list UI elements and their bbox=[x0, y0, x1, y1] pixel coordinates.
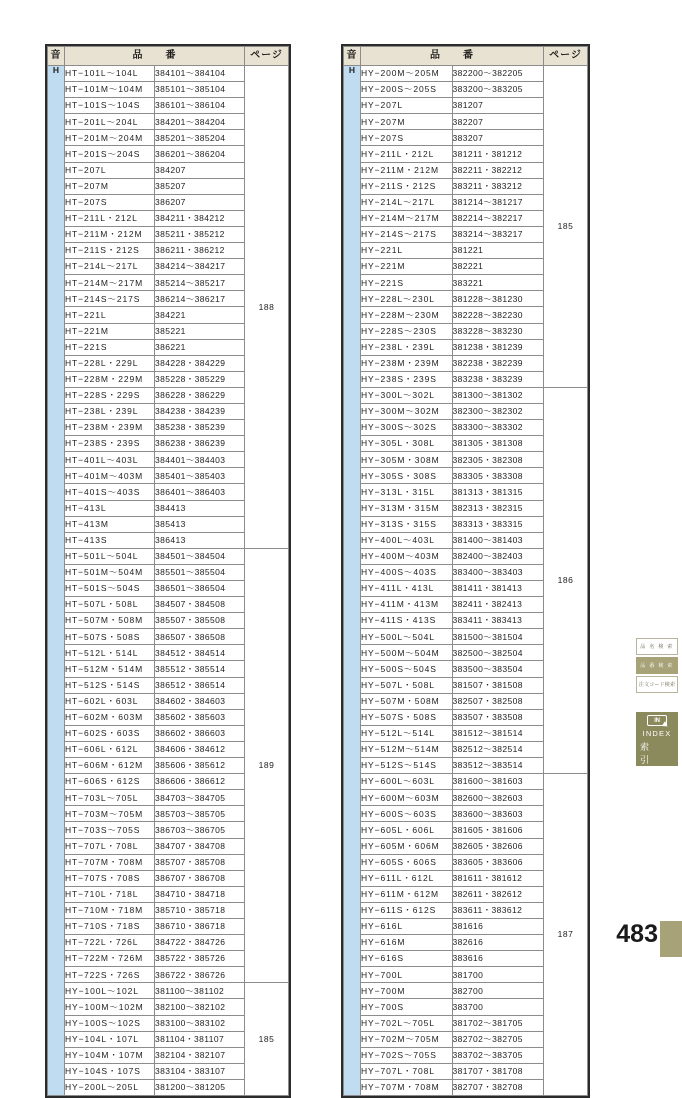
product-code-cell: 386602・386603 bbox=[155, 725, 245, 741]
product-name-cell: HY−228S〜230S bbox=[361, 323, 453, 339]
product-name-cell: HY−221L bbox=[361, 243, 453, 259]
product-code-cell: 384606・384612 bbox=[155, 741, 245, 757]
product-code-cell: 381507・381508 bbox=[452, 677, 544, 693]
product-name-cell: HY−211S・212S bbox=[361, 178, 453, 194]
column-header-page: ページ bbox=[544, 47, 588, 66]
product-name-cell: HY−313S・315S bbox=[361, 516, 453, 532]
product-code-cell: 382238・382239 bbox=[452, 355, 544, 371]
product-name-cell: HT−228L・229L bbox=[65, 355, 155, 371]
product-name-cell: HT−507L・508L bbox=[65, 597, 155, 613]
product-name-cell: HY−411M・413M bbox=[361, 597, 453, 613]
page-corner-marker bbox=[660, 921, 682, 957]
kana-group-cell: H bbox=[48, 66, 65, 1096]
product-code-cell: 385507・385508 bbox=[155, 613, 245, 629]
product-name-cell: HY−300M〜302M bbox=[361, 403, 453, 419]
product-code-cell: 386501〜386504 bbox=[155, 581, 245, 597]
product-name-cell: HT−602S・603S bbox=[65, 725, 155, 741]
product-code-cell: 381707・381708 bbox=[452, 1063, 544, 1079]
product-code-cell: 382207 bbox=[452, 114, 544, 130]
product-name-cell: HY−100S〜102S bbox=[65, 1015, 155, 1031]
index-tab-label-jp: 索 引 bbox=[640, 742, 667, 765]
product-name-cell: HY−104S・107S bbox=[65, 1063, 155, 1079]
product-name-cell: HY−104M・107M bbox=[65, 1047, 155, 1063]
product-code-cell: 386201〜386204 bbox=[155, 146, 245, 162]
product-code-cell: 381238・381239 bbox=[452, 339, 544, 355]
product-name-cell: HT−722S・726S bbox=[65, 967, 155, 983]
product-code-cell: 381400〜381403 bbox=[452, 532, 544, 548]
product-name-cell: HY−313L・315L bbox=[361, 484, 453, 500]
product-name-cell: HY−207L bbox=[361, 98, 453, 114]
product-name-cell: HY−500M〜504M bbox=[361, 645, 453, 661]
product-code-cell: 384228・384229 bbox=[155, 355, 245, 371]
product-name-cell: HY−211L・212L bbox=[361, 146, 453, 162]
product-name-cell: HY−214L〜217L bbox=[361, 194, 453, 210]
product-code-cell: 386401〜386403 bbox=[155, 484, 245, 500]
tab-order-code-search[interactable] bbox=[636, 676, 678, 693]
column-header-page: ページ bbox=[245, 47, 289, 66]
product-name-cell: HT−207S bbox=[65, 194, 155, 210]
product-code-cell: 384507・384508 bbox=[155, 597, 245, 613]
product-code-cell: 384401〜384403 bbox=[155, 452, 245, 468]
product-name-cell: HY−616S bbox=[361, 951, 453, 967]
product-code-cell: 382313・382315 bbox=[452, 500, 544, 516]
product-name-cell: HT−101L〜104L bbox=[65, 66, 155, 82]
product-name-cell: HY−512L〜514L bbox=[361, 725, 453, 741]
page-reference-cell[interactable]: 185 bbox=[245, 983, 289, 1096]
product-name-cell: HT−606M・612M bbox=[65, 758, 155, 774]
product-code-cell: 383700 bbox=[452, 999, 544, 1015]
product-name-cell: HT−501M〜504M bbox=[65, 564, 155, 580]
product-code-cell: 384221 bbox=[155, 307, 245, 323]
product-code-cell: 383616 bbox=[452, 951, 544, 967]
product-name-cell: HT−238S・239S bbox=[65, 436, 155, 452]
index-table bbox=[47, 46, 289, 1096]
product-code-cell: 383238・383239 bbox=[452, 371, 544, 387]
product-code-cell: 381305・381308 bbox=[452, 436, 544, 452]
product-code-cell: 385221 bbox=[155, 323, 245, 339]
product-name-cell: HY−200S〜205S bbox=[361, 82, 453, 98]
table-body-right bbox=[344, 66, 588, 1096]
product-name-cell: HY−616M bbox=[361, 935, 453, 951]
product-code-cell: 381611・381612 bbox=[452, 870, 544, 886]
product-name-cell: HT−606L・612L bbox=[65, 741, 155, 757]
product-name-cell: HT−214S〜217S bbox=[65, 291, 155, 307]
product-code-cell: 383411・383413 bbox=[452, 613, 544, 629]
product-name-cell: HY−104L・107L bbox=[65, 1031, 155, 1047]
table-row[interactable] bbox=[48, 66, 289, 82]
product-name-cell: HY−207M bbox=[361, 114, 453, 130]
product-name-cell: HT−413S bbox=[65, 532, 155, 548]
product-code-cell: 383228〜383230 bbox=[452, 323, 544, 339]
product-code-cell: 384710・384718 bbox=[155, 886, 245, 902]
product-name-cell: HY−600L〜603L bbox=[361, 774, 453, 790]
table-row[interactable] bbox=[344, 387, 588, 403]
product-code-cell: 381104・381107 bbox=[155, 1031, 245, 1047]
product-code-cell: 382605・382606 bbox=[452, 838, 544, 854]
product-name-cell: HT−512S・514S bbox=[65, 677, 155, 693]
product-name-cell: HT−211L・212L bbox=[65, 210, 155, 226]
table-body-left bbox=[48, 66, 289, 1096]
product-name-cell: HY−211M・212M bbox=[361, 162, 453, 178]
product-code-cell: 386710・386718 bbox=[155, 918, 245, 934]
product-name-cell: HY−100L〜102L bbox=[65, 983, 155, 999]
product-name-cell: HT−201M〜204M bbox=[65, 130, 155, 146]
product-name-cell: HY−500S〜504S bbox=[361, 661, 453, 677]
product-code-cell: 384512・384514 bbox=[155, 645, 245, 661]
product-name-cell: HY−214M〜217M bbox=[361, 210, 453, 226]
product-code-cell: 382300〜382302 bbox=[452, 403, 544, 419]
product-name-cell: HT−228S・229S bbox=[65, 387, 155, 403]
product-code-cell: 381605・381606 bbox=[452, 822, 544, 838]
product-name-cell: HT−201L〜204L bbox=[65, 114, 155, 130]
product-code-cell: 386722・386726 bbox=[155, 967, 245, 983]
product-name-cell: HT−211M・212M bbox=[65, 226, 155, 242]
product-name-cell: HY−702M〜705M bbox=[361, 1031, 453, 1047]
page-reference-cell[interactable]: 186 bbox=[544, 387, 588, 773]
product-name-cell: HY−200L〜205L bbox=[65, 1079, 155, 1095]
table-header-row bbox=[48, 47, 289, 66]
product-name-cell: HY−707L・708L bbox=[361, 1063, 453, 1079]
product-code-cell: 385228・385229 bbox=[155, 371, 245, 387]
product-code-cell: 383605・383606 bbox=[452, 854, 544, 870]
product-name-cell: HY−305M・308M bbox=[361, 452, 453, 468]
product-code-cell: 386703〜386705 bbox=[155, 822, 245, 838]
product-code-cell: 383100〜383102 bbox=[155, 1015, 245, 1031]
product-name-cell: HY−605L・606L bbox=[361, 822, 453, 838]
product-code-cell: 381512〜381514 bbox=[452, 725, 544, 741]
product-code-cell: 385238・385239 bbox=[155, 420, 245, 436]
product-code-cell: 382100〜382102 bbox=[155, 999, 245, 1015]
product-code-cell: 381200〜381205 bbox=[155, 1079, 245, 1095]
product-name-cell: HT−602L・603L bbox=[65, 693, 155, 709]
product-code-cell: 382200〜382205 bbox=[452, 66, 544, 82]
product-code-cell: 381207 bbox=[452, 98, 544, 114]
product-name-cell: HY−238M・239M bbox=[361, 355, 453, 371]
product-name-cell: HY−221S bbox=[361, 275, 453, 291]
product-name-cell: HT−707S・708S bbox=[65, 870, 155, 886]
product-name-cell: HY−702L〜705L bbox=[361, 1015, 453, 1031]
product-name-cell: HY−600M〜603M bbox=[361, 790, 453, 806]
product-name-cell: HT−710M・718M bbox=[65, 902, 155, 918]
product-code-cell: 382512〜382514 bbox=[452, 741, 544, 757]
product-code-cell: 383611・383612 bbox=[452, 902, 544, 918]
product-name-cell: HT−401S〜403S bbox=[65, 484, 155, 500]
product-name-cell: HY−507L・508L bbox=[361, 677, 453, 693]
product-code-cell: 383221 bbox=[452, 275, 544, 291]
page-number: 483 bbox=[616, 920, 658, 948]
product-name-cell: HT−211S・212S bbox=[65, 243, 155, 259]
product-name-cell: HY−611S・612S bbox=[361, 902, 453, 918]
product-code-cell: 384207 bbox=[155, 162, 245, 178]
product-name-cell: HY−400M〜403M bbox=[361, 548, 453, 564]
page-reference-cell[interactable]: 189 bbox=[245, 548, 289, 983]
product-code-cell: 385207 bbox=[155, 178, 245, 194]
index-magnifier-icon bbox=[647, 715, 667, 726]
product-code-cell: 381500〜381504 bbox=[452, 629, 544, 645]
product-name-cell: HY−100M〜102M bbox=[65, 999, 155, 1015]
product-code-cell: 385401〜385403 bbox=[155, 468, 245, 484]
product-code-cell: 383305・383308 bbox=[452, 468, 544, 484]
product-name-cell: HY−305L・308L bbox=[361, 436, 453, 452]
product-name-cell: HT−703L〜705L bbox=[65, 790, 155, 806]
product-code-cell: 381300〜381302 bbox=[452, 387, 544, 403]
tab-product-name-search[interactable] bbox=[636, 638, 678, 655]
product-name-cell: HT−413M bbox=[65, 516, 155, 532]
product-name-cell: HT−707L・708L bbox=[65, 838, 155, 854]
product-name-cell: HY−238S・239S bbox=[361, 371, 453, 387]
page-reference-cell[interactable]: 185 bbox=[544, 66, 588, 388]
product-code-cell: 383500〜383504 bbox=[452, 661, 544, 677]
product-name-cell: HY−300L〜302L bbox=[361, 387, 453, 403]
product-code-cell: 384238・384239 bbox=[155, 403, 245, 419]
product-code-cell: 381600〜381603 bbox=[452, 774, 544, 790]
product-code-cell: 385512・385514 bbox=[155, 661, 245, 677]
product-name-cell: HT−501S〜504S bbox=[65, 581, 155, 597]
product-code-cell: 385710・385718 bbox=[155, 902, 245, 918]
product-code-cell: 381700 bbox=[452, 967, 544, 983]
product-name-cell: HY−507M・508M bbox=[361, 693, 453, 709]
index-tab[interactable] bbox=[636, 712, 678, 766]
product-name-cell: HY−507S・508S bbox=[361, 709, 453, 725]
product-code-cell: 383200〜383205 bbox=[452, 82, 544, 98]
side-tab-label: 品 番 検 索 bbox=[640, 663, 674, 669]
product-code-cell: 382600〜382603 bbox=[452, 790, 544, 806]
column-header-kana: 音 bbox=[344, 47, 361, 66]
product-name-cell: HT−221L bbox=[65, 307, 155, 323]
product-name-cell: HY−228L〜230L bbox=[361, 291, 453, 307]
product-code-cell: 382507・382508 bbox=[452, 693, 544, 709]
product-code-cell: 385602・385603 bbox=[155, 709, 245, 725]
product-code-cell: 383400〜383403 bbox=[452, 564, 544, 580]
product-code-cell: 385722・385726 bbox=[155, 951, 245, 967]
product-code-cell: 384211・384212 bbox=[155, 210, 245, 226]
side-tab-group bbox=[636, 638, 678, 695]
product-code-cell: 383104・383107 bbox=[155, 1063, 245, 1079]
table-row[interactable] bbox=[344, 66, 588, 82]
product-code-cell: 383507・383508 bbox=[452, 709, 544, 725]
product-name-cell: HY−611M・612M bbox=[361, 886, 453, 902]
side-tab-label: 品 名 検 索 bbox=[640, 644, 674, 650]
column-header-product-number: 品 番 bbox=[361, 47, 544, 66]
product-code-cell: 385201〜385204 bbox=[155, 130, 245, 146]
table-row[interactable] bbox=[344, 774, 588, 790]
product-code-cell: 385703〜385705 bbox=[155, 806, 245, 822]
product-name-cell: HT−703S〜705S bbox=[65, 822, 155, 838]
product-name-cell: HY−207S bbox=[361, 130, 453, 146]
column-header-product-number: 品 番 bbox=[65, 47, 245, 66]
product-code-cell: 384722・384726 bbox=[155, 935, 245, 951]
product-name-cell: HT−207L bbox=[65, 162, 155, 178]
product-name-cell: HT−707M・708M bbox=[65, 854, 155, 870]
product-code-cell: 384602・384603 bbox=[155, 693, 245, 709]
column-header-kana: 音 bbox=[48, 47, 65, 66]
product-code-cell: 381702〜381705 bbox=[452, 1015, 544, 1031]
product-name-cell: HT−710L・718L bbox=[65, 886, 155, 902]
product-code-cell: 382305・382308 bbox=[452, 452, 544, 468]
product-code-cell: 386238・386239 bbox=[155, 436, 245, 452]
product-code-cell: 386207 bbox=[155, 194, 245, 210]
product-code-cell: 382700 bbox=[452, 983, 544, 999]
product-code-cell: 385707・385708 bbox=[155, 854, 245, 870]
product-code-cell: 386221 bbox=[155, 339, 245, 355]
product-code-cell: 383702〜383705 bbox=[452, 1047, 544, 1063]
product-code-cell: 386707・386708 bbox=[155, 870, 245, 886]
product-code-cell: 382616 bbox=[452, 935, 544, 951]
product-name-cell: HY−238L・239L bbox=[361, 339, 453, 355]
product-name-cell: HY−228M〜230M bbox=[361, 307, 453, 323]
product-code-cell: 381214〜381217 bbox=[452, 194, 544, 210]
product-code-cell: 384101〜384104 bbox=[155, 66, 245, 82]
product-code-cell: 386606・386612 bbox=[155, 774, 245, 790]
page-reference-cell[interactable]: 187 bbox=[544, 774, 588, 1096]
product-name-cell: HT−214M〜217M bbox=[65, 275, 155, 291]
product-code-cell: 382400〜382403 bbox=[452, 548, 544, 564]
product-name-cell: HY−221M bbox=[361, 259, 453, 275]
product-code-cell: 383214〜383217 bbox=[452, 226, 544, 242]
product-code-cell: 385101〜385104 bbox=[155, 82, 245, 98]
product-name-cell: HT−501L〜504L bbox=[65, 548, 155, 564]
product-name-cell: HY−700S bbox=[361, 999, 453, 1015]
product-name-cell: HT−507S・508S bbox=[65, 629, 155, 645]
product-name-cell: HT−602M・603M bbox=[65, 709, 155, 725]
page-reference-cell[interactable]: 188 bbox=[245, 66, 289, 549]
product-name-cell: HY−702S〜705S bbox=[361, 1047, 453, 1063]
product-code-cell: 386413 bbox=[155, 532, 245, 548]
product-code-cell: 382500〜382504 bbox=[452, 645, 544, 661]
product-name-cell: HT−201S〜204S bbox=[65, 146, 155, 162]
product-name-cell: HT−214L〜217L bbox=[65, 259, 155, 275]
product-code-cell: 385211・385212 bbox=[155, 226, 245, 242]
product-code-cell: 382707・382708 bbox=[452, 1079, 544, 1095]
product-code-cell: 386214〜386217 bbox=[155, 291, 245, 307]
index-table-right bbox=[341, 44, 590, 1098]
product-code-cell: 383313・383315 bbox=[452, 516, 544, 532]
product-name-cell: HT−221M bbox=[65, 323, 155, 339]
product-name-cell: HT−101S〜104S bbox=[65, 98, 155, 114]
product-code-cell: 385606・385612 bbox=[155, 758, 245, 774]
product-code-cell: 382221 bbox=[452, 259, 544, 275]
product-code-cell: 381313・381315 bbox=[452, 484, 544, 500]
product-code-cell: 383600〜383603 bbox=[452, 806, 544, 822]
product-code-cell: 384707・384708 bbox=[155, 838, 245, 854]
product-code-cell: 382104・382107 bbox=[155, 1047, 245, 1063]
product-code-cell: 385413 bbox=[155, 516, 245, 532]
product-code-cell: 386101〜386104 bbox=[155, 98, 245, 114]
product-name-cell: HY−300S〜302S bbox=[361, 420, 453, 436]
product-name-cell: HT−507M・508M bbox=[65, 613, 155, 629]
product-code-cell: 381100〜381102 bbox=[155, 983, 245, 999]
table-header-row bbox=[344, 47, 588, 66]
product-name-cell: HY−500L〜504L bbox=[361, 629, 453, 645]
product-name-cell: HY−400S〜403S bbox=[361, 564, 453, 580]
product-name-cell: HY−214S〜217S bbox=[361, 226, 453, 242]
product-name-cell: HY−605S・606S bbox=[361, 854, 453, 870]
product-name-cell: HT−401L〜403L bbox=[65, 452, 155, 468]
product-name-cell: HY−707M・708M bbox=[361, 1079, 453, 1095]
product-name-cell: HT−606S・612S bbox=[65, 774, 155, 790]
product-name-cell: HT−710S・718S bbox=[65, 918, 155, 934]
product-name-cell: HT−512L・514L bbox=[65, 645, 155, 661]
product-name-cell: HY−700M bbox=[361, 983, 453, 999]
product-code-cell: 381228〜381230 bbox=[452, 291, 544, 307]
product-name-cell: HY−512S〜514S bbox=[361, 758, 453, 774]
product-name-cell: HY−600S〜603S bbox=[361, 806, 453, 822]
product-code-cell: 381616 bbox=[452, 918, 544, 934]
product-code-cell: 385214〜385217 bbox=[155, 275, 245, 291]
product-name-cell: HT−512M・514M bbox=[65, 661, 155, 677]
product-code-cell: 383207 bbox=[452, 130, 544, 146]
index-table-left bbox=[45, 44, 291, 1098]
product-name-cell: HT−413L bbox=[65, 500, 155, 516]
product-name-cell: HT−703M〜705M bbox=[65, 806, 155, 822]
product-code-cell: 382228〜382230 bbox=[452, 307, 544, 323]
product-code-cell: 381411・381413 bbox=[452, 581, 544, 597]
product-name-cell: HY−313M・315M bbox=[361, 500, 453, 516]
product-code-cell: 383512〜383514 bbox=[452, 758, 544, 774]
index-glyph-text: IN bbox=[654, 717, 660, 724]
product-code-cell: 382611・382612 bbox=[452, 886, 544, 902]
index-table bbox=[343, 46, 588, 1096]
product-name-cell: HY−305S・308S bbox=[361, 468, 453, 484]
product-code-cell: 386228・386229 bbox=[155, 387, 245, 403]
product-name-cell: HY−605M・606M bbox=[361, 838, 453, 854]
product-name-cell: HT−238M・239M bbox=[65, 420, 155, 436]
tab-product-number-search[interactable] bbox=[636, 657, 678, 674]
product-code-cell: 386211・386212 bbox=[155, 243, 245, 259]
product-code-cell: 386512・386514 bbox=[155, 677, 245, 693]
product-code-cell: 384214〜384217 bbox=[155, 259, 245, 275]
product-name-cell: HT−722M・726M bbox=[65, 951, 155, 967]
product-name-cell: HT−401M〜403M bbox=[65, 468, 155, 484]
product-code-cell: 383211・383212 bbox=[452, 178, 544, 194]
product-name-cell: HT−228M・229M bbox=[65, 371, 155, 387]
product-code-cell: 384201〜384204 bbox=[155, 114, 245, 130]
product-code-cell: 381211・381212 bbox=[452, 146, 544, 162]
side-tab-label: 注文コード検索 bbox=[638, 682, 676, 688]
product-name-cell: HY−411S・413S bbox=[361, 613, 453, 629]
product-name-cell: HY−400L〜403L bbox=[361, 532, 453, 548]
product-code-cell: 382214〜382217 bbox=[452, 210, 544, 226]
product-name-cell: HY−611L・612L bbox=[361, 870, 453, 886]
product-code-cell: 383300〜383302 bbox=[452, 420, 544, 436]
product-code-cell: 384501〜384504 bbox=[155, 548, 245, 564]
product-name-cell: HY−700L bbox=[361, 967, 453, 983]
product-name-cell: HT−101M〜104M bbox=[65, 82, 155, 98]
product-name-cell: HY−616L bbox=[361, 918, 453, 934]
product-code-cell: 385501〜385504 bbox=[155, 564, 245, 580]
product-code-cell: 382211・382212 bbox=[452, 162, 544, 178]
product-name-cell: HT−207M bbox=[65, 178, 155, 194]
product-name-cell: HT−221S bbox=[65, 339, 155, 355]
table-row[interactable] bbox=[48, 983, 289, 999]
table-row[interactable] bbox=[48, 548, 289, 564]
product-name-cell: HY−512M〜514M bbox=[361, 741, 453, 757]
product-code-cell: 384703〜384705 bbox=[155, 790, 245, 806]
product-name-cell: HT−722L・726L bbox=[65, 935, 155, 951]
product-name-cell: HY−411L・413L bbox=[361, 581, 453, 597]
product-code-cell: 384413 bbox=[155, 500, 245, 516]
product-code-cell: 386507・386508 bbox=[155, 629, 245, 645]
index-glyph-arrow bbox=[662, 721, 670, 729]
product-name-cell: HT−238L・239L bbox=[65, 403, 155, 419]
kana-group-cell: H bbox=[344, 66, 361, 1096]
product-code-cell: 382411・382413 bbox=[452, 597, 544, 613]
product-code-cell: 382702〜382705 bbox=[452, 1031, 544, 1047]
product-code-cell: 381221 bbox=[452, 243, 544, 259]
index-tab-label-en: INDEX bbox=[642, 729, 672, 738]
product-name-cell: HY−200M〜205M bbox=[361, 66, 453, 82]
